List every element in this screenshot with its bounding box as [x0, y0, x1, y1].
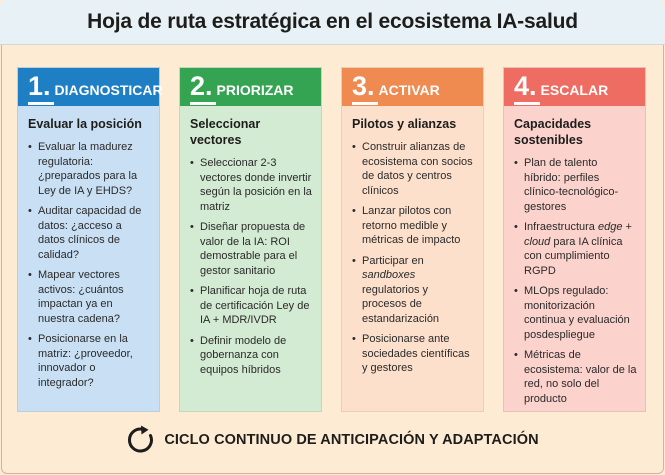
- title-bar: [0, 0, 665, 45]
- list-item: • Mapear vectores activos: ¿cuántos impactan ya en nuestra cadena?: [28, 268, 151, 326]
- step-number: 4.: [514, 70, 537, 101]
- column-body: [504, 106, 645, 412]
- column-priorizar: [179, 67, 322, 412]
- list-item: • Evaluar la madurez regulatoria: ¿preparados para la Ley de IA y EHDS?: [28, 140, 151, 198]
- column-subtitle: Pilotos y alianzas: [352, 117, 457, 131]
- column-list: [190, 156, 313, 377]
- list-item: • Seleccionar 2-3 vectores donde invertir según la posición en la matriz: [190, 156, 313, 214]
- list-item: • Posicionarse en la matriz: ¿proveedor, innovador o integrador?: [28, 332, 151, 390]
- column-header: [18, 68, 163, 106]
- list-item: • Infraestructura edge + cloud para IA clínica con cumplimiento RGPD: [514, 220, 637, 278]
- column-subtitle: Capacidades sostenibles: [514, 117, 592, 147]
- column-list: [352, 140, 475, 376]
- list-item: • Construir alianzas de ecosistema con socios de datos y centros clínicos: [352, 140, 475, 198]
- column-list: [28, 140, 151, 390]
- column-diagnosticar: [17, 67, 163, 412]
- cycle-arrow-icon: [126, 425, 156, 455]
- column-subtitle: Evaluar la posición: [28, 117, 142, 131]
- list-item: • Participar en sandboxes regulatorios y procesos de estandarización: [352, 254, 475, 327]
- column-header: [180, 68, 321, 106]
- column-subtitle: Seleccionar vectores: [190, 117, 261, 147]
- step-number: 1.: [28, 70, 51, 101]
- list-item: • MLOps regulado: monitorización continua y evaluación posdespliegue: [514, 284, 637, 342]
- column-header: [342, 68, 483, 106]
- column-body: [342, 106, 483, 382]
- step-label: ACTIVAR: [378, 82, 440, 98]
- list-item: • Plan de talento híbrido: perfiles clínico-tecnológico-gestores: [514, 156, 637, 214]
- column-body: [18, 106, 159, 396]
- step-number: 2.: [190, 70, 213, 101]
- list-item: • Lanzar pilotos con retorno medible y métricas de impacto: [352, 204, 475, 248]
- footer-banner: [0, 422, 665, 458]
- column-header: [504, 68, 645, 106]
- list-item: • Auditar capacidad de datos: ¿acceso a datos clínicos de calidad?: [28, 204, 151, 262]
- list-item: • Definir modelo de gobernanza con equipos híbridos: [190, 334, 313, 378]
- column-body: [180, 106, 321, 383]
- footer-text: CICLO CONTINUO DE ANTICIPACIÓN Y ADAPTACIÓN: [164, 432, 539, 448]
- column-list: [514, 156, 637, 406]
- step-number: 3.: [352, 70, 375, 101]
- step-label: DIAGNOSTICAR: [54, 82, 163, 98]
- list-item: • Métricas de ecosistema: valor de la red, no solo del producto: [514, 348, 637, 406]
- step-label: ESCALAR: [540, 82, 609, 98]
- list-item: • Planificar hoja de ruta de certificación Ley de IA + MDR/IVDR: [190, 284, 313, 328]
- diagram-title: Hoja de ruta estratégica en el ecosistema IA-salud: [87, 10, 578, 33]
- list-item: • Diseñar propuesta de valor de la IA: ROI demostrable para el gestor sanitario: [190, 220, 313, 278]
- column-activar: [341, 67, 484, 412]
- column-escalar: [503, 67, 646, 412]
- step-label: PRIORIZAR: [216, 82, 294, 98]
- list-item: • Posicionarse ante sociedades científicas y gestores: [352, 332, 475, 376]
